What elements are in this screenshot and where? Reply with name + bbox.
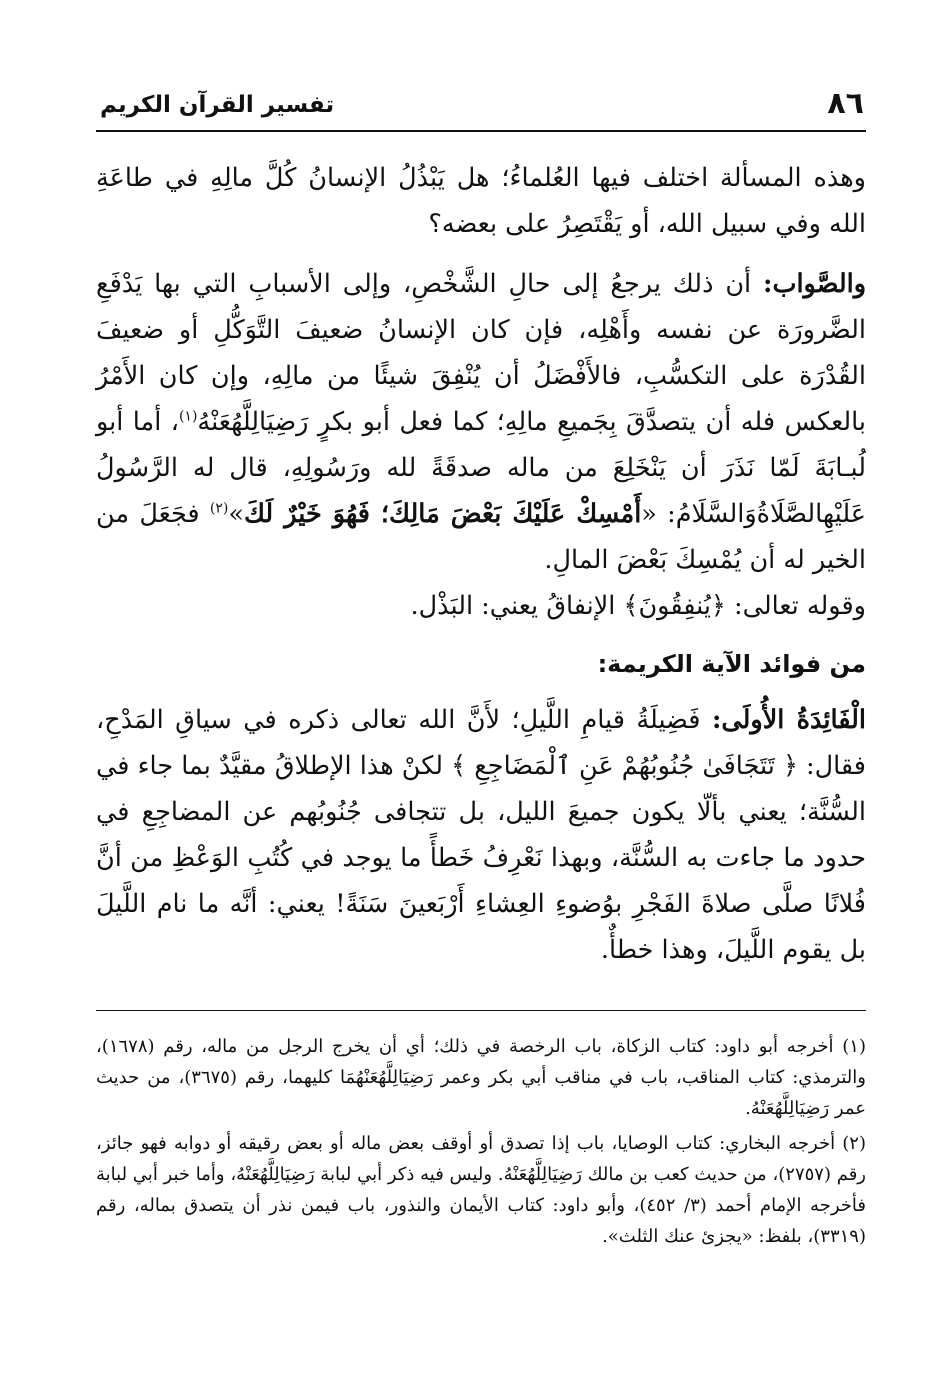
footnote-ref-2[interactable]: (٢) xyxy=(209,500,229,517)
footnote-2: (٢) أخرجه البخاري: كتاب الوصايا، باب إذا تصدق أو أوقف بعض ماله أو بعض رقيقه أو دوابه فهو جائز، رقم (٢٧٥٧)، من حديث كعب بن مالك رَضِيَالِلَّهُعَنْهُ. وليس فيه ذكر أبي لبابة رَضِيَالِلَّهُعَنْهُ، وأما خبر أبي لبابة فأخرجه الإمام أحمد (٣/ ٤٥٢)، وأبو داود: كتاب الأيمان والنذور، باب فيمن نذر أن يتصدق بماله، رقم (٣٣١٩)، بلفظ: «يجزئ عنك الثلث». xyxy=(96,1133,866,1247)
paragraph-2 xyxy=(96,261,866,583)
paragraph-2-text-d: فجَعَلَ من الخير له أن يُمْسِكَ بَعْضَ المالِ. xyxy=(96,499,866,575)
footnote-1: (١) أخرجه أبو داود: كتاب الزكاة، باب الرخصة في ذلك؛ أي أن يخرج الرجل من ماله، رقم (١٦٧٨)، والترمذي: كتاب المناقب، باب في مناقب أبي بكر وعمر رَضِيَالِلَّهُعَنْهُمَا كليهما، رقم (٣٦٧٥)، من حديث عمر رَضِيَالِلَّهُعَنْهُ. xyxy=(96,1036,866,1119)
page-number: ٨٦ xyxy=(827,86,864,121)
paragraph-1: وهذه المسألة اختلف فيها العُلماءُ؛ هل يَبْذُلُ الإنسانُ كُلَّ مالِهِ في طاعَةِ الله وفي سبيل الله، أو يَقْتَصِرُ على بعضه؟ xyxy=(96,163,866,239)
page-header xyxy=(96,86,866,132)
book-title: تفسير القرآن الكريم xyxy=(100,92,335,118)
paragraph-2-text-b: ، أما أبو لُبـابَةَ لَمّا نَذَرَ أن يَنْخَلِعَ من ماله صدقَةً لله ورَسُولِهِ، قال له الرَّسُولُ عَلَيْهِالصَّلَاةُوَالسَّلَامُ: « xyxy=(96,407,867,529)
paragraph-4-lead: الْفَائِدَةُ الأُولَى: xyxy=(711,705,866,735)
hadith-quote: أَمْسِكْ عَلَيْكَ بَعْضَ مَالِكَ؛ فَهُوَ خَيْرٌ لَكَ xyxy=(243,499,642,529)
paragraph-3: وقوله تعالى: ﴿يُنفِقُونَ﴾ الإنفاقُ يعني: البَذْل. xyxy=(410,591,866,621)
paragraph-2-text-c: » xyxy=(228,499,244,529)
footnotes xyxy=(96,1010,866,1256)
section-heading: من فوائد الآية الكريمة: xyxy=(597,650,866,678)
main-text xyxy=(96,155,866,973)
footnote-ref-1[interactable]: (١) xyxy=(178,408,198,425)
paragraph-4 xyxy=(96,697,866,973)
paragraph-4-text: فَضِيلَةُ قيامِ اللَّيلِ؛ لأَنَّ الله تعالى ذكره في سياقِ المَدْحِ، فقال: ﴿ تَتَجَافَىٰ جُنُوبُهُمْ عَنِ ٱلْمَضَاجِعِ ﴾ لكنْ هذا الإطلاقُ مقيَّدٌ بما جاء في السُّنَّة؛ يعني بألّا يكون جميعَ الليل، بل تتجافى جُنُوبُهم عن المضاجِعِ في حدود ما جاءت به السُّنَّة، وبهذا نَعْرِفُ خَطأً ما يوجد في كُتُبِ الوَعْظِ من أنَّ فُلانًا صلَّى صلاةَ الفَجْرِ بوُضوءِ العِشاءِ أَرْبَعينَ سَنَةً! يعني: أنَّه ما نام اللَّيلَ بل يقوم اللَّيلَ، وهذا خطأٌ. xyxy=(96,705,866,965)
paragraph-2-text-a: أن ذلك يرجعُ إلى حالِ الشَّخْصِ، وإلى الأسبابِ التي بها يَدْفَعِ الضَّرورَة عن نفسه وأَهْلِه، فإن كان الإنسانُ ضعيفَ التَّوَكُّلِ أو ضعيفَ القُدْرَة على التكسُّبِ، فالأَفْضَلُ أن يُنْفِقَ شيئًا من مالِهِ، وإن كان الأَمْرُ بالعكس فله أن يتصدَّقَ بِجَميعِ مالِهِ؛ كما فعل أبو بكرٍ رَضِيَالِلَّهُعَنْهُ xyxy=(96,269,867,437)
paragraph-2-lead: والصَّواب: xyxy=(763,269,867,299)
